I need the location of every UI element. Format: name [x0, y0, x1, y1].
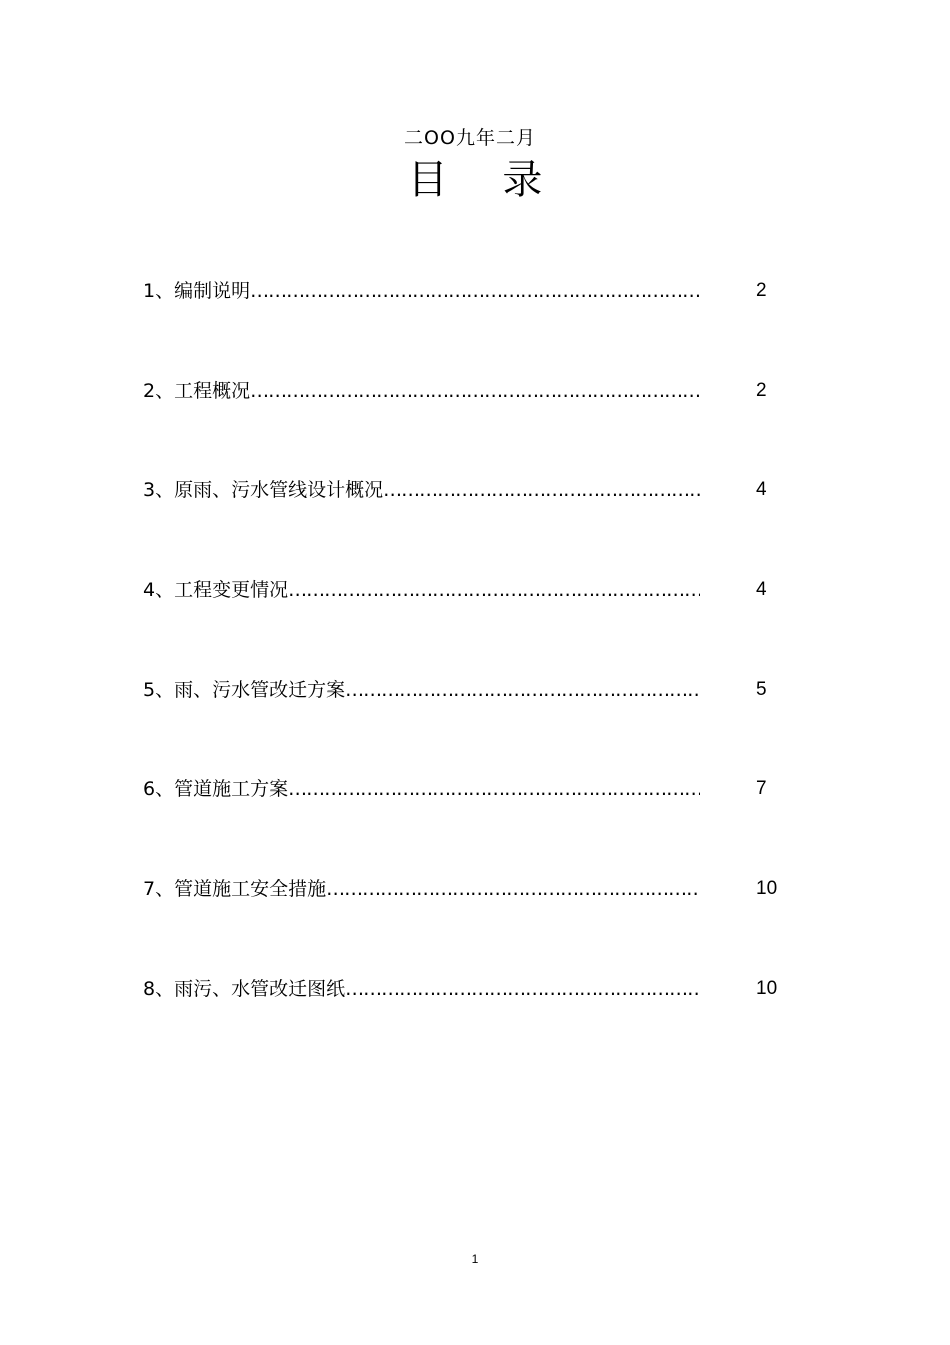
- toc-entry-page: 4: [756, 579, 767, 601]
- toc-entry-label: 4、工程变更情况 …………………………………………………………………………………………………………………………………………: [143, 575, 700, 605]
- toc-entry-page: 10: [756, 878, 778, 900]
- toc-entry-5[interactable]: [143, 675, 803, 775]
- toc-entry-6[interactable]: [143, 774, 803, 874]
- table-of-contents: [143, 276, 803, 1074]
- toc-entry-2[interactable]: [143, 376, 803, 476]
- toc-entry-8[interactable]: [143, 974, 803, 1074]
- document-date: 二OO九年二月: [404, 127, 536, 149]
- toc-entry-7[interactable]: [143, 874, 803, 974]
- page-number: 1: [471, 1252, 479, 1266]
- toc-title: 目 录: [407, 157, 543, 203]
- toc-entry-1[interactable]: [143, 276, 803, 376]
- toc-entry-label: 6、管道施工方案 …………………………………………………………………………………………………………………………………………: [143, 774, 700, 804]
- toc-entry-label: 8、雨污、水管改迁图纸 …………………………………………………………………………………………………………………………………………: [143, 974, 700, 1004]
- toc-entry-page: 5: [756, 678, 767, 700]
- toc-entry-3[interactable]: [143, 475, 803, 575]
- toc-entry-4[interactable]: [143, 575, 803, 675]
- toc-entry-page: 10: [756, 977, 778, 999]
- toc-entry-label: 2、工程概况 …………………………………………………………………………………………………………………………………………: [143, 376, 700, 406]
- toc-entry-label: 7、管道施工安全措施 …………………………………………………………………………………………………………………………………………: [143, 874, 700, 904]
- toc-entry-label: 1、编制说明 …………………………………………………………………………………………………………………………………………: [143, 276, 700, 306]
- toc-entry-label: 5、雨、污水管改迁方案 …………………………………………………………………………………………………………………………………………: [143, 675, 700, 705]
- toc-entry-label: 3、原雨、污水管线设计概况 …………………………………………………………………………………………………………………………………………: [143, 475, 700, 505]
- toc-entry-page: 2: [756, 280, 767, 301]
- toc-entry-page: 4: [756, 479, 767, 501]
- toc-entry-page: 7: [756, 778, 767, 800]
- toc-entry-page: 2: [756, 379, 767, 401]
